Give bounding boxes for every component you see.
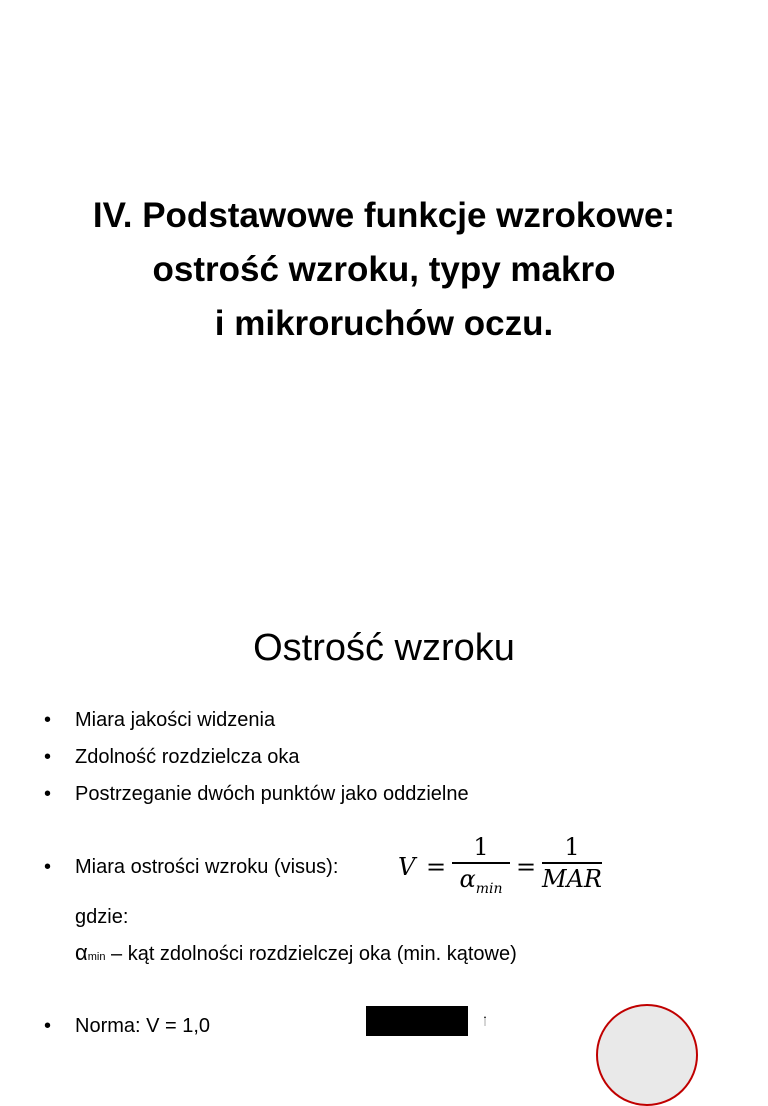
content-slide: [0, 576, 768, 1037]
slide-title: [0, 189, 768, 351]
slide-heading: Ostrość wzroku: [253, 627, 515, 669]
fraction-numerator: 1: [473, 833, 489, 861]
bullet-text: Zdolność rozdzielcza oka: [75, 746, 300, 768]
eye-diagram-circle: [596, 1004, 698, 1106]
formula-equals: =: [516, 853, 537, 881]
bullet-item: [44, 743, 300, 771]
title-line-1: IV. Podstawowe funkcje wzrokowe:: [92, 196, 676, 235]
alpha-subscript: min: [87, 951, 106, 963]
where-label: gdzie:: [75, 906, 129, 928]
title-line-2: ostrość wzroku, typy makro: [152, 250, 616, 289]
title-line-3: i mikroruchów oczu.: [214, 304, 554, 343]
bullet-text: Miara jakości widzenia: [75, 709, 276, 731]
arrow-up-icon: [484, 1006, 486, 1036]
fraction-denominator: MAR: [542, 865, 602, 893]
bullet-dot: •: [44, 1015, 52, 1037]
bullet-dot: •: [44, 856, 52, 878]
formula-lhs: V: [398, 853, 416, 881]
fraction-alpha: [452, 832, 510, 904]
bullet-item: [44, 706, 275, 734]
alpha-definition: [75, 939, 517, 971]
norm-label: Norma: V = 1,0: [75, 1015, 211, 1037]
visus-label: Miara ostrości wzroku (visus):: [75, 856, 339, 878]
bullet-item-visus: [44, 853, 338, 881]
formula-equals: =: [426, 853, 447, 881]
fraction-denominator: $\alpha_{min}$: [459, 865, 503, 897]
optotype-black-block: [366, 1006, 468, 1036]
bullet-dot: •: [44, 746, 52, 768]
fraction-numerator: 1: [564, 833, 580, 861]
bullet-item: [44, 780, 469, 808]
bullet-item-norm: [44, 1012, 210, 1040]
bullet-dot: •: [44, 709, 52, 731]
bullet-text: Postrzeganie dwóch punktów jako oddzielne: [75, 783, 469, 805]
fraction-mar: [542, 832, 602, 894]
alpha-symbol: α: [75, 940, 88, 965]
alpha-definition-text: – kąt zdolności rozdzielczej oka (min. kątowe): [105, 943, 517, 965]
bullet-dot: •: [44, 783, 52, 805]
